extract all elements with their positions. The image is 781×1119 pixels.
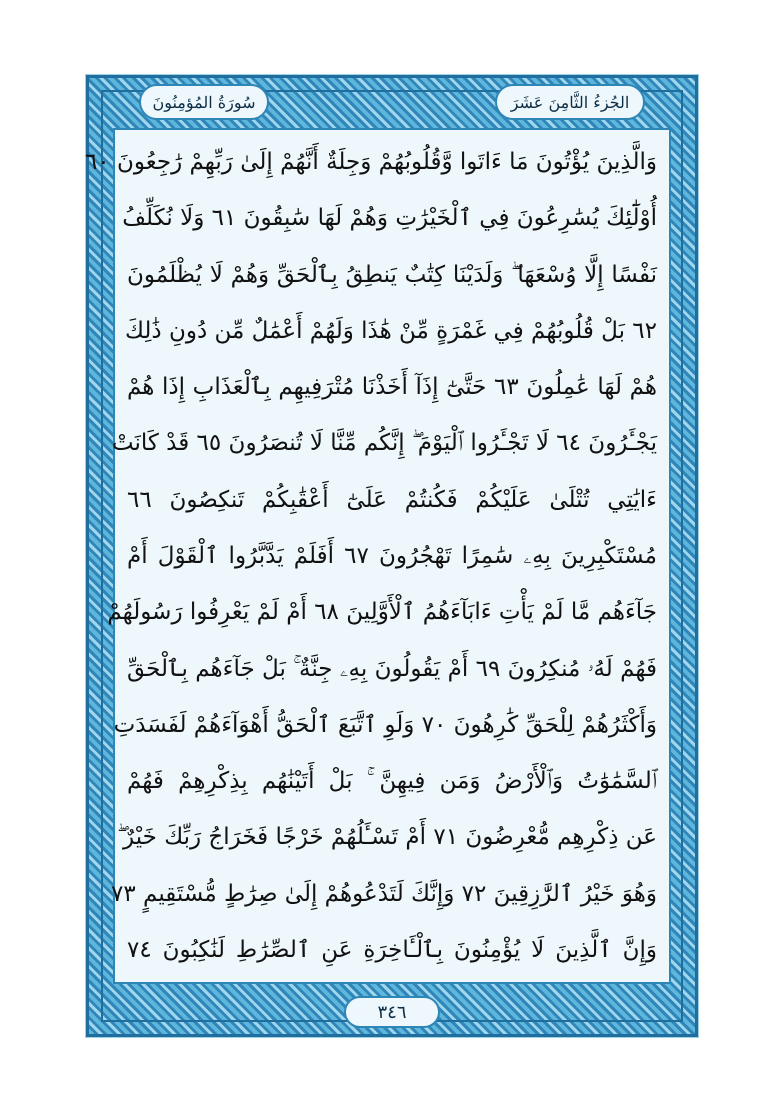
page-number: ٣٤٦ <box>377 1001 407 1023</box>
mushaf-page-frame <box>86 75 698 1037</box>
verse-text-panel <box>84 128 671 984</box>
verse-line: وَأَكْثَرُهُمْ لِلْحَقِّ كَٰرِهُونَ ٧٠ وَلَوِ ٱتَّبَعَ ٱلْحَقُّ أَهْوَآءَهُمْ لَفَسَدَتِ <box>113 711 657 738</box>
verse-line: عَن ذِكْرِهِم مُّعْرِضُونَ ٧١ أَمْ تَسْـَٔلُهُمْ خَرْجًا فَخَرَاجُ رَبِّكَ خَيْرٌ ۖ <box>117 824 657 851</box>
verse-line: نَفْسًا إِلَّا وُسْعَهَا ۖ وَلَدَيْنَا كِتَٰبٌ يَنطِقُ بِٱلْحَقِّ وَهُمْ لَا يُظْلَمُونَ <box>127 261 657 288</box>
verse-lines <box>84 142 657 970</box>
verse-line: أُوْلَٰٓئِكَ يُسَٰرِعُونَ فِي ٱلْخَيْرَٰتِ وَهُمْ لَهَا سَٰبِقُونَ ٦١ وَلَا نُكَلِّفُ <box>122 205 657 232</box>
verse-line: جَآءَهُم مَّا لَمْ يَأْتِ ءَابَآءَهُمُ ٱلْأَوَّلِينَ ٦٨ أَمْ لَمْ يَعْرِفُوا رَسُولَهُمْ <box>107 599 657 626</box>
surah-name: سُورَةُ المُؤمِنُونَ <box>152 92 256 112</box>
verse-line: ٦٢ بَلْ قُلُوبُهُمْ فِي غَمْرَةٍ مِّنْ هَٰذَا وَلَهُمْ أَعْمَٰلٌ مِّن دُونِ ذَٰلِكَ <box>125 317 657 344</box>
juz-name-plaque <box>495 84 645 120</box>
verse-line: مُسْتَكْبِرِينَ بِهِۦ سَٰمِرًا تَهْجُرُونَ ٦٧ أَفَلَمْ يَدَّبَّرُوا ٱلْقَوْلَ أَمْ <box>127 542 657 569</box>
page-number-plaque <box>344 996 440 1028</box>
verse-line: ءَايَٰتِي تُتْلَىٰ عَلَيْكُمْ فَكُنتُمْ عَلَىٰٓ أَعْقَٰبِكُمْ تَنكِصُونَ ٦٦ <box>127 486 657 513</box>
verse-line: وَالَّذِينَ يُؤْتُونَ مَا ءَاتَوا وَّقُلُوبُهُمْ وَجِلَةٌ أَنَّهُمْ إِلَىٰ رَبِّهِمْ رَٰجِعُونَ ٦٠ <box>84 149 657 175</box>
verse-line: فَهُمْ لَهُۥ مُنكِرُونَ ٦٩ أَمْ يَقُولُونَ بِهِۦ جِنَّةٌ ۚ بَلْ جَآءَهُم بِٱلْحَقِّ <box>127 655 657 682</box>
verse-line: يَجْـَٔرُونَ ٦٤ لَا تَجْـَٔرُوا ٱلْيَوْمَ ۖ إِنَّكُم مِّنَّا لَا تُنصَرُونَ ٦٥ قَدْ كَانَتْ <box>111 430 657 457</box>
verse-line: وَإِنَّ ٱلَّذِينَ لَا يُؤْمِنُونَ بِٱلْـَٔاخِرَةِ عَنِ ٱلصِّرَٰطِ لَنَٰكِبُونَ ٧٤ <box>127 936 657 963</box>
verse-line: وَهُوَ خَيْرُ ٱلرَّٰزِقِينَ ٧٢ وَإِنَّكَ لَتَدْعُوهُمْ إِلَىٰ صِرَٰطٍ مُّسْتَقِيمٍ ٧٣ <box>111 880 657 907</box>
verse-line: ٱلسَّمَٰوَٰتُ وَٱلْأَرْضُ وَمَن فِيهِنَّ ۚ بَلْ أَتَيْنَٰهُم بِذِكْرِهِمْ فَهُمْ <box>127 768 657 795</box>
surah-name-plaque <box>139 84 269 120</box>
juz-name: الجُزءُ الثَّامِنَ عَشَرَ <box>510 92 630 112</box>
verse-line: هُمْ لَهَا عَٰمِلُونَ ٦٣ حَتَّىٰٓ إِذَآ أَخَذْنَا مُتْرَفِيهِم بِٱلْعَذَابِ إِذَا هُمْ <box>127 374 657 401</box>
